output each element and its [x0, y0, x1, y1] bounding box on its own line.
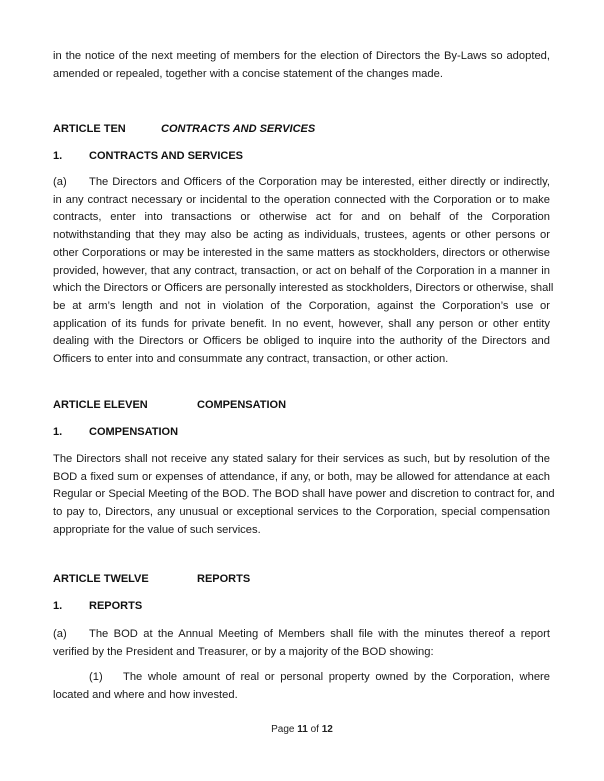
contracts-paragraph — [53, 174, 554, 369]
article-twelve-heading — [53, 573, 251, 585]
text-line — [53, 174, 550, 192]
article-title: CONTRACTS AND SERVICES — [161, 123, 316, 135]
text-line — [53, 669, 550, 687]
section-title: COMPENSATION — [89, 426, 179, 438]
text-line: contracts, enter into transactions or otherwise act for and on behalf of the Corporation — [53, 211, 550, 224]
section-title: CONTRACTS AND SERVICES — [89, 150, 244, 162]
text-line: The Directors shall not receive any stated salary for their services as such, but by resolution of the — [53, 453, 550, 465]
article-title: REPORTS — [197, 573, 251, 585]
text-line: which the Directors or Officers are personally interested as stockholders, Directors or otherwise, shall — [53, 282, 554, 295]
text-line: located and where and how invested. — [53, 688, 238, 701]
text-line: other Corporations or may be interested in the same matters as stockholders, directors or otherwise — [53, 246, 550, 259]
text-line: amended or repealed, together with a concise statement of the changes made. — [53, 67, 443, 80]
article-ten-heading — [53, 123, 316, 135]
current-page-number: 11 — [297, 724, 308, 735]
page-word: Page — [271, 724, 295, 735]
article-label: ARTICLE ELEVEN — [53, 399, 148, 411]
text-line: application of its funds for private benefit. In no event, however, shall any person or other entity — [53, 317, 550, 330]
text-line: to pay to, Directors, any unusual or exceptional services to the Corporation, special compensation — [53, 506, 550, 519]
text-line: be at arm’s length and not in violation of the Corporation, against the Corporation’s use or — [53, 299, 550, 312]
section-title: REPORTS — [89, 600, 143, 612]
paragraph-marker: (a) — [53, 176, 67, 188]
of-word: of — [310, 724, 319, 735]
section-number: 1. — [53, 150, 63, 162]
intro-paragraph — [53, 48, 550, 83]
text-line: Officers to enter into and consummate any contract, transaction, or other action. — [53, 353, 449, 366]
article-title: COMPENSATION — [197, 399, 287, 411]
reports-sub-item — [53, 669, 550, 704]
reports-paragraph — [53, 626, 550, 661]
compensation-paragraph — [53, 451, 555, 540]
sub-item-marker: (1) — [89, 671, 103, 683]
text-line: provided, however, that any contract, transaction, or act on behalf of the Corporation in a manner in — [53, 264, 550, 277]
text-line: verified by the President and Treasurer, or by a majority of the BOD showing: — [53, 645, 434, 658]
article-label: ARTICLE TEN — [53, 123, 126, 135]
text-line: appropriate for the value of such services. — [53, 523, 261, 536]
text-line-content: The Directors and Officers of the Corporation may be interested, either directly or indirectly, — [89, 176, 550, 188]
text-line: dealing with the Directors or Officers be obliged to inquire into the authority of the Directors and — [53, 335, 550, 348]
text-line-content: The whole amount of real or personal property owned by the Corporation, where — [123, 671, 550, 683]
text-line: in any contract necessary or incidental to the operation connected with the Corporation or to make — [53, 193, 550, 206]
article-label: ARTICLE TWELVE — [53, 573, 149, 585]
total-pages-number: 12 — [321, 724, 333, 735]
text-line: in the notice of the next meeting of members for the election of Directors the By-Laws so adopted, — [53, 50, 550, 62]
text-line-content: The BOD at the Annual Meeting of Members shall file with the minutes thereof a report — [89, 628, 550, 640]
article-eleven-heading — [53, 399, 287, 411]
text-line — [53, 626, 550, 644]
text-line: Regular or Special Meeting of the BOD. The BOD shall have power and discretion to contract for, and — [53, 488, 555, 501]
page-footer — [0, 724, 604, 735]
text-line: BOD a fixed sum or expenses of attendance, if any, or both, may be allowed for attendance at each — [53, 470, 550, 483]
section-number: 1. — [53, 600, 63, 612]
section-number: 1. — [53, 426, 63, 438]
paragraph-marker: (a) — [53, 628, 67, 640]
text-line: notwithstanding that they may also be acting as individuals, trustees, agents or other persons or — [53, 229, 550, 242]
